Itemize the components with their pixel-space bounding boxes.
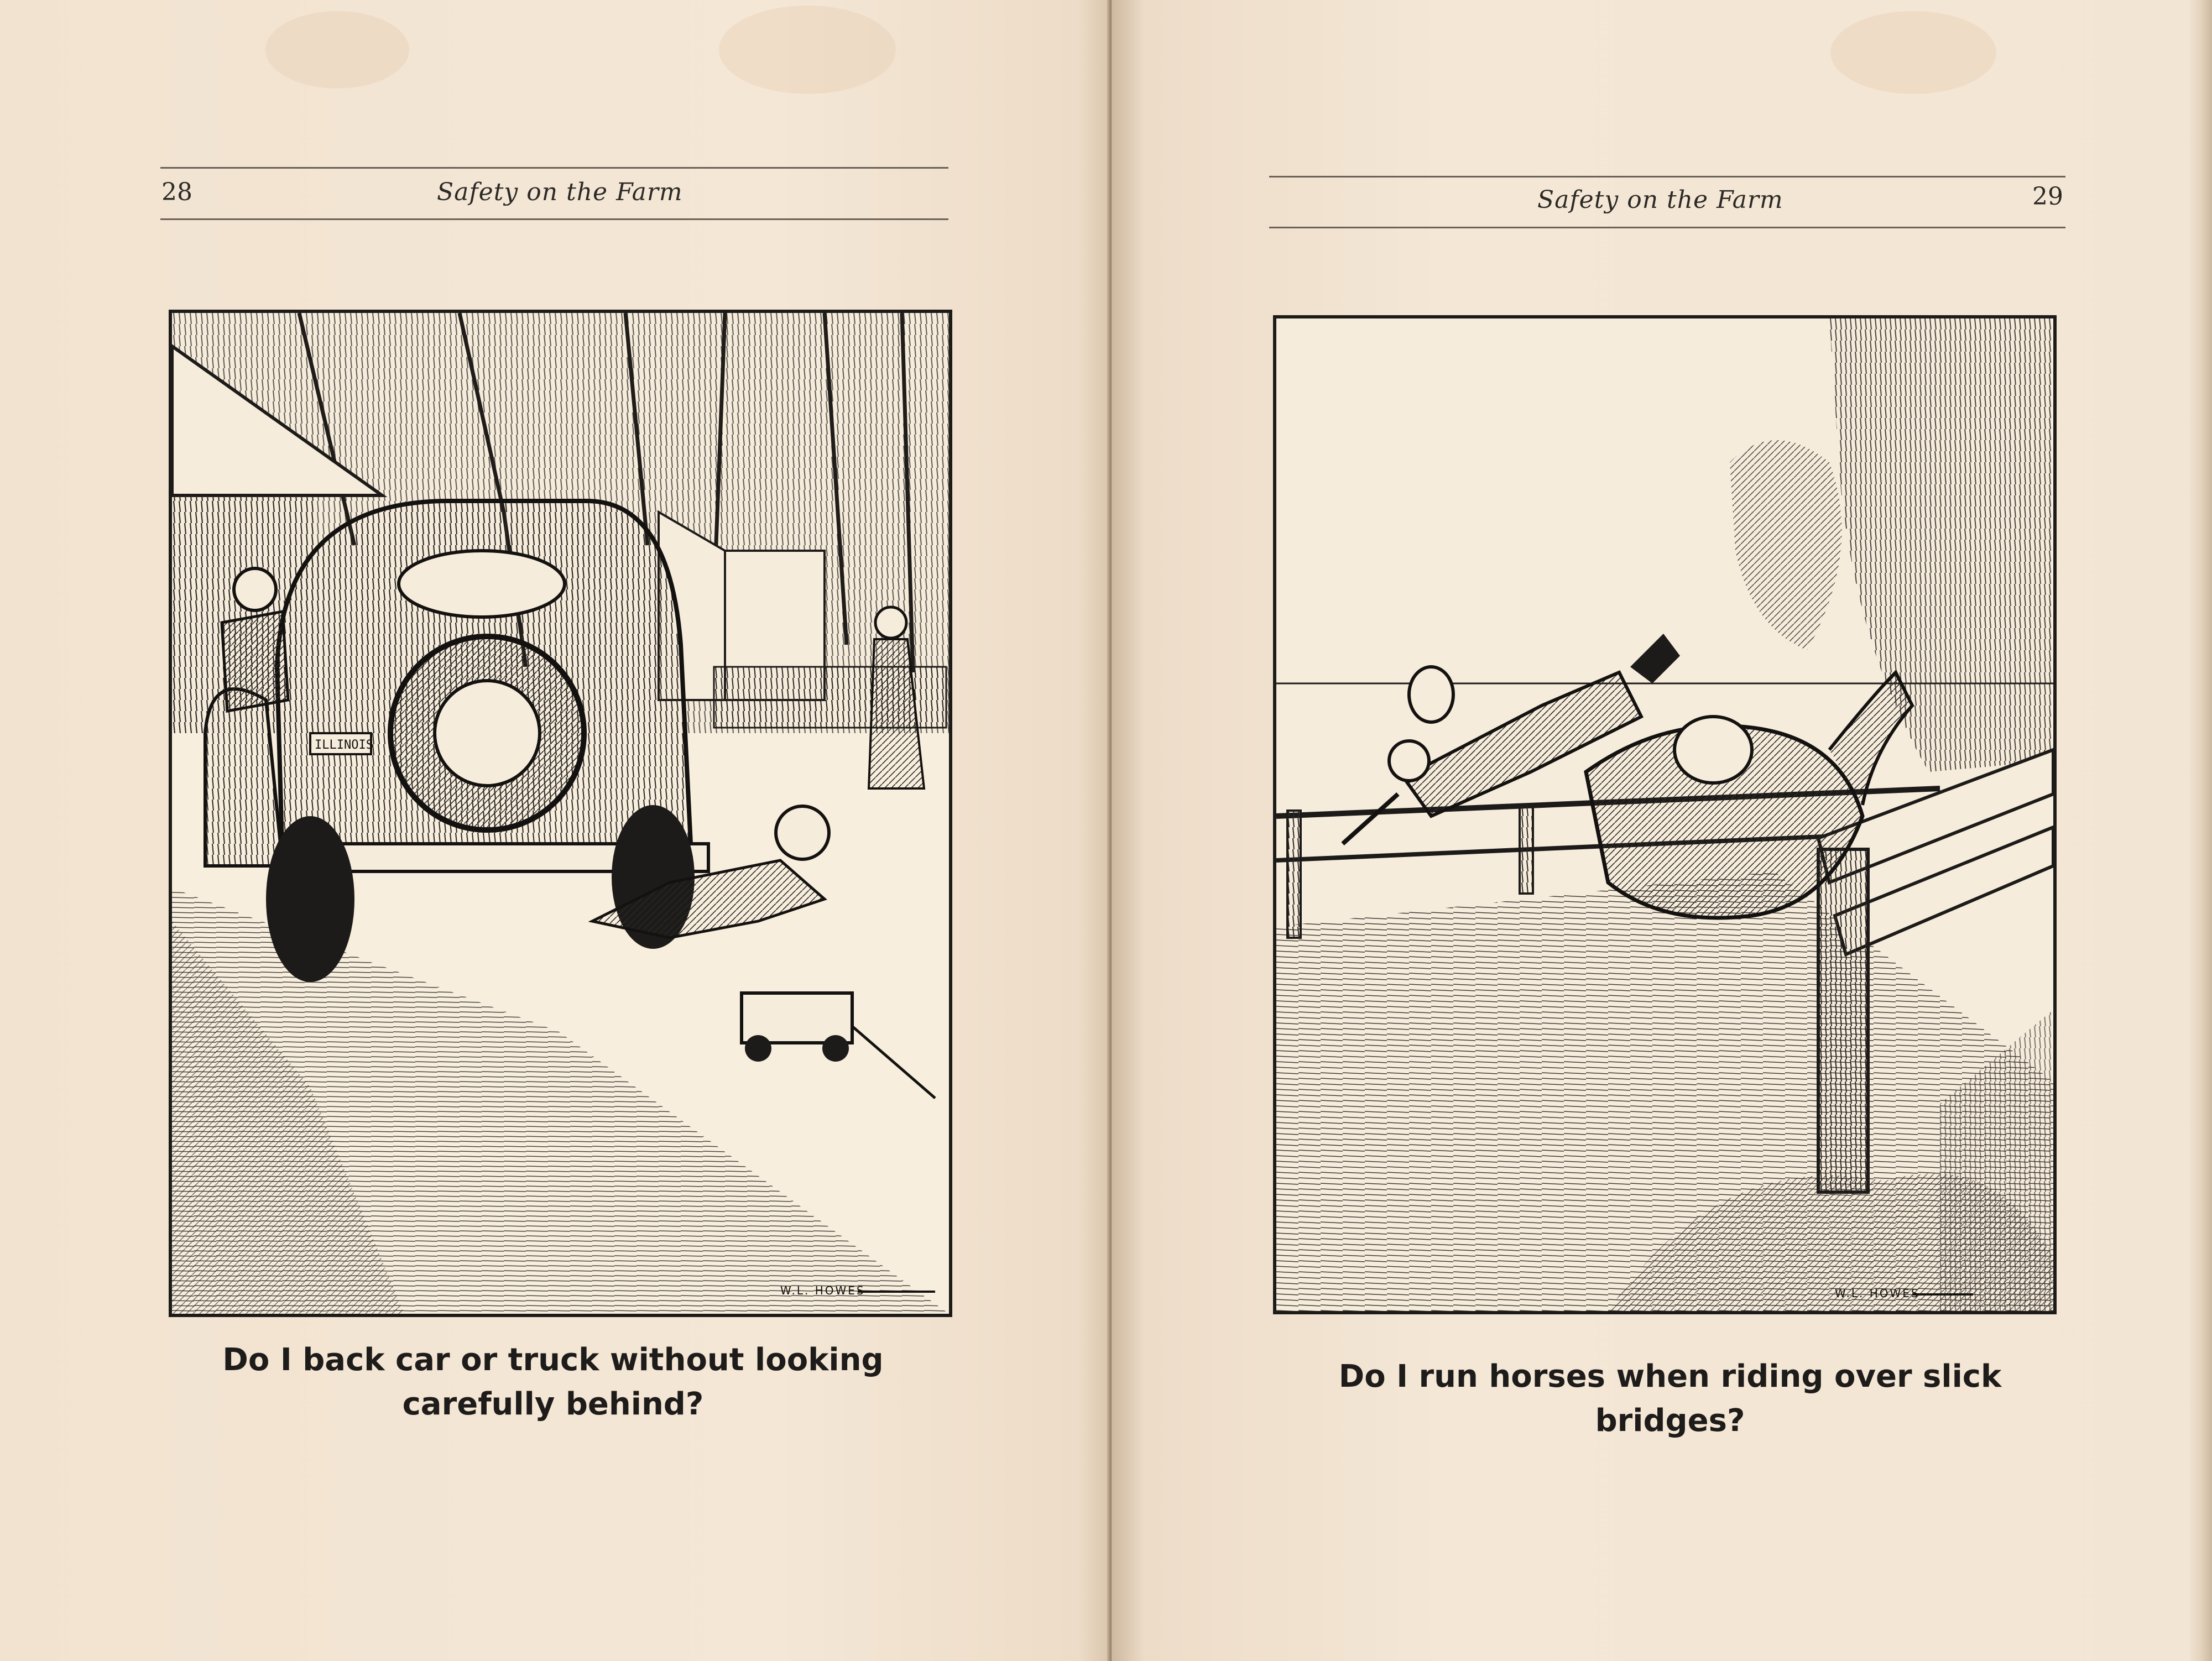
right-page	[1112, 0, 2212, 1661]
caption-line-2: carefully behind?	[402, 1386, 704, 1422]
license-plate-text: ILLINOIS	[315, 738, 373, 752]
page-number: 29	[2032, 182, 2063, 211]
artist-signature: W.L. HOWES	[1835, 1287, 1920, 1300]
paper-stain	[719, 6, 896, 94]
artist-signature: W.L. HOWES	[780, 1284, 865, 1297]
header-rule-top	[160, 167, 948, 169]
illustration-horse-bridge	[1273, 315, 2057, 1314]
paper-stain	[1830, 11, 1996, 94]
running-head: Safety on the Farm	[1537, 186, 1783, 214]
backing-car-drawing	[172, 313, 949, 1314]
caption-line-1: Do I back car or truck without looking	[222, 1342, 884, 1378]
illustration-backing-car	[169, 310, 952, 1317]
header-rule-top	[1269, 176, 2065, 177]
page-number: 28	[161, 178, 192, 206]
horse-bridge-drawing	[1276, 318, 2053, 1311]
caption-right: Do I run horses when riding over slick bridges?	[1338, 1359, 2002, 1439]
paper-stain	[265, 11, 409, 88]
running-head: Safety on the Farm	[437, 178, 683, 206]
header-rule-bottom	[160, 218, 948, 220]
header-rule-bottom	[1269, 227, 2065, 228]
page-edges	[2190, 0, 2212, 1661]
caption-left	[166, 1338, 940, 1427]
